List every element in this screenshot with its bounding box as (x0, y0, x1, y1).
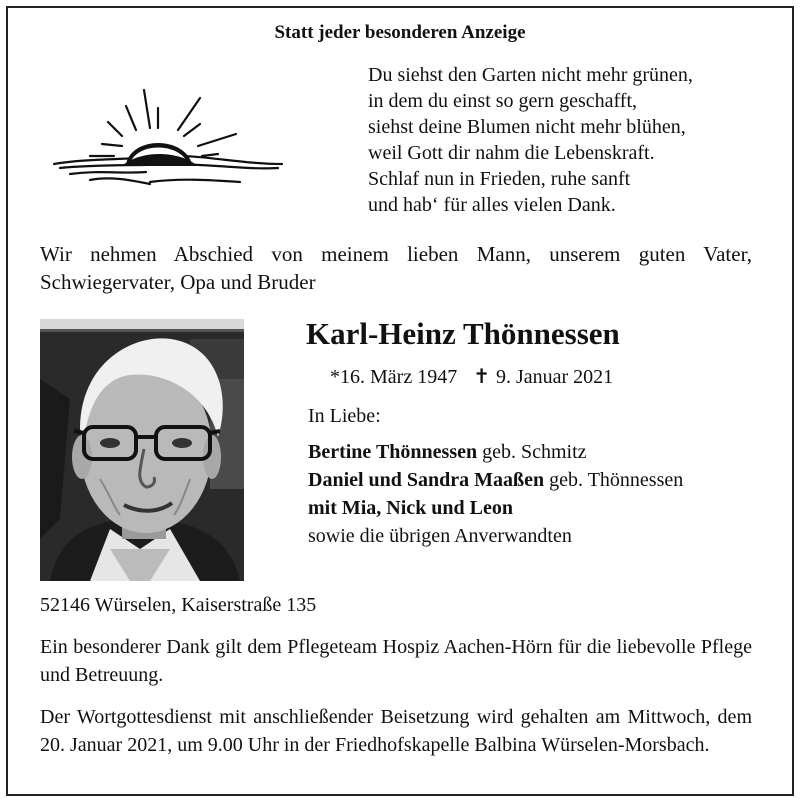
family-relatives: sowie die übrigen Anverwandten (308, 525, 572, 547)
family-member: Daniel und Sandra Maaßen geb. Thönnessen (308, 469, 684, 491)
poem (368, 62, 693, 218)
family-list (308, 402, 683, 550)
death-date: 9. Januar 2021 (495, 366, 614, 388)
notice-header: Statt jeder besonderen Anzeige (274, 22, 526, 43)
poem-line: Schlaf nun in Frieden, ruhe sanft (368, 168, 631, 190)
service-paragraph: Der Wortgottesdienst mit anschließender Beisetzung wird gehalten am Mittwoch, dem 20. Januar 2021, um 9.00 Uhr in der Friedhofskapelle Balbina Würselen-Morsbach. (40, 706, 752, 756)
family-heading: In Liebe: (308, 405, 381, 427)
deceased-name: Karl-Heinz Thönnessen (306, 316, 620, 351)
poem-line: und hab‘ für alles vielen Dank. (368, 194, 616, 216)
birth-date: *16. März 1947 (330, 366, 458, 388)
sunrise-icon (50, 84, 286, 196)
farewell-intro: Wir nehmen Abschied von meinem lieben Mann, unserem guten Vater, Schwiegervater, Opa und Bruder (40, 242, 752, 294)
life-dates (330, 364, 613, 389)
poem-line: weil Gott dir nahm die Lebenskraft. (368, 142, 655, 164)
family-member: Bertine Thönnessen geb. Schmitz (308, 441, 587, 463)
poem-line: Du siehst den Garten nicht mehr grünen, (368, 64, 693, 86)
address: 52146 Würselen, Kaiserstraße 135 (40, 594, 317, 616)
portrait-photo (40, 319, 244, 581)
poem-line: in dem du einst so gern geschafft, (368, 90, 638, 112)
poem-line: siehst deine Blumen nicht mehr blühen, (368, 116, 686, 138)
thanks-paragraph: Ein besonderer Dank gilt dem Pflegeteam Hospiz Aachen-Hörn für die liebevolle Pflege und Betreuung. (40, 636, 752, 686)
family-member: mit Mia, Nick und Leon (308, 497, 514, 519)
cross-icon: ✝ (473, 366, 490, 388)
